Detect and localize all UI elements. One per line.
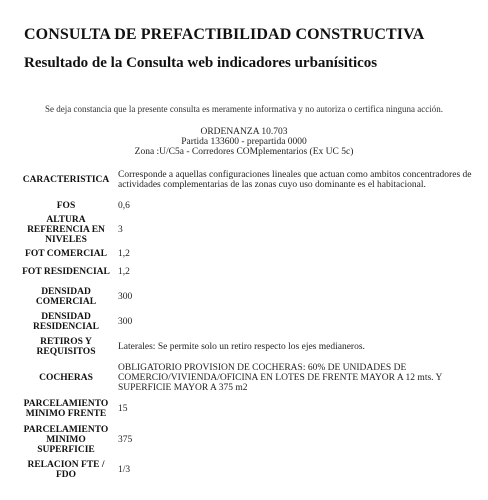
- row-value: 1/3: [118, 465, 131, 475]
- row-label: FOT COMERCIAL: [25, 249, 107, 259]
- row-value: OBLIGATORIO PROVISION DE COCHERAS: 60% DE UNIDADES DE COMERCIO/VIVIENDA/OFICINA EN LOTES DE FRENTE MAYOR A 12 mts. Y SUPERFICIE MAYOR A 375 m2: [118, 362, 443, 393]
- table-row: [18, 160, 484, 200]
- page-title: CONSULTA DE PREFACTIBILIDAD CONSTRUCTIVA: [24, 26, 425, 43]
- table-row: [18, 248, 484, 260]
- row-value: Corresponde a aquellas configuraciones lineales que actuan como ambitos concentradores de actividades complementarias de las zonas cuyo uso dominante es el habitacional.: [118, 170, 472, 190]
- row-value: 300: [118, 291, 133, 302]
- table-row: [18, 334, 484, 359]
- row-value: 1,2: [118, 249, 130, 259]
- row-label: DENSIDAD RESIDENCIAL: [33, 311, 99, 332]
- ordenanza-text: ORDENANZA 10.703: [200, 127, 288, 137]
- row-value: Laterales: Se permite solo un retiro respecto los ejes medianeros.: [118, 341, 365, 352]
- row-value: 375: [118, 434, 133, 445]
- row-label: CARACTERISTICA: [22, 175, 110, 185]
- disclaimer-text: Se deja constancia que la presente consulta es meramente informativa y no autoriza o certifica ninguna acción.: [44, 104, 444, 114]
- parcel-info: [100, 127, 388, 157]
- zona-text: Zona :U/C5a - Corredores COMplementarios (Ex UC 5c): [134, 147, 354, 157]
- table-row: [18, 309, 484, 334]
- row-value: 0,6: [118, 200, 130, 211]
- table-row: [18, 359, 484, 396]
- row-label: FOT RESIDENCIAL: [22, 267, 110, 277]
- table-row: [18, 211, 484, 248]
- row-value: 15: [118, 403, 128, 414]
- row-label: PARCELAMIENTO MINIMO SUPERFICIE: [23, 424, 109, 455]
- table-row: [18, 260, 484, 284]
- table-row: [18, 458, 484, 482]
- row-label: PARCELAMIENTO MINIMO FRENTE: [23, 398, 109, 419]
- row-value: 3: [118, 224, 123, 235]
- row-label: ALTURA REFERENCIA EN NIVELES: [27, 214, 105, 245]
- indicators-table: [18, 160, 484, 482]
- table-row: [18, 396, 484, 421]
- row-label: FOS: [56, 200, 76, 211]
- row-label: RETIROS Y REQUISITOS: [36, 336, 96, 357]
- table-row: [18, 200, 484, 211]
- row-label: RELACION FTE / FDO: [27, 460, 105, 480]
- partida-text: Partida 133600 - prepartida 0000: [181, 137, 307, 147]
- row-value: 300: [118, 316, 133, 327]
- table-row: [18, 421, 484, 458]
- row-label: COCHERAS: [39, 372, 93, 383]
- page-subtitle: Resultado de la Consulta web indicadores urbanísiticos: [24, 55, 378, 71]
- row-label: DENSIDAD COMERCIAL: [35, 286, 97, 307]
- table-row: [18, 284, 484, 309]
- row-value: 1,2: [118, 267, 130, 277]
